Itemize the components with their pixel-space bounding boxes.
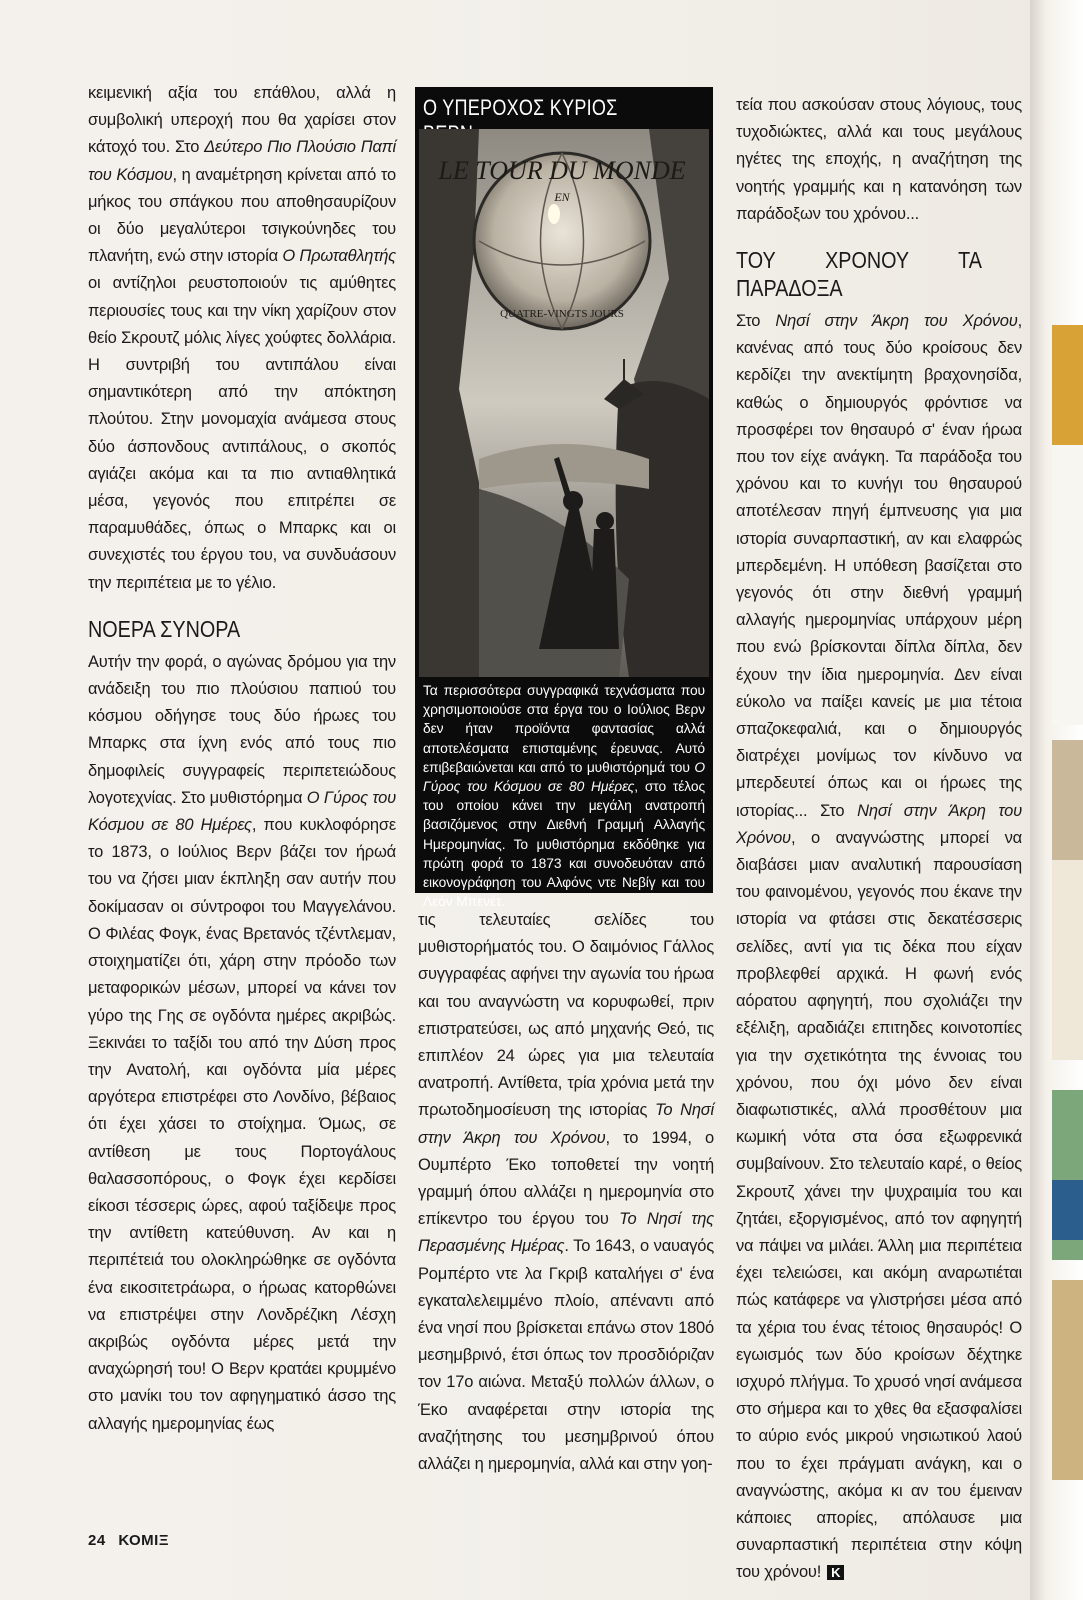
engraving-en-text: EN: [554, 190, 570, 204]
engraving-title-text: LE TOUR DU MONDE: [438, 156, 686, 185]
sidebar-title: Ο ΥΠΕΡΟΧΟΣ ΚΥΡΙΟΣ: [423, 95, 618, 120]
engraving-subtitle-text: QUATRE-VINGTS JOURS: [500, 308, 624, 320]
paragraph: τεία που ασκούσαν στους λόγιους, τους τυχοδιώκτες, αλλά και τους μεγάλους ηγέτες της εποχής, η αναζήτηση της νοητής γραμμής και η κατανόηση των παράδοξων του χρόνου...: [736, 96, 1022, 223]
paragraph: Στο Νησί στην Άκρη του Χρόνου, κανένας από τους δύο κροίσους δεν κερδίζει την ανεκτίμητη βραχονησίδα, καθώς ο δημιουργός φρόντισε να προσφέρει τον θησαυρό σ' έναν ήρωα που τον είχε ανάγκη. Τα παράδοξα του χρόνου και το κυνήγι του θησαυρού αποτέλεσαν πηγή έμπνευσης για μια ιστορία συναρπαστική, αν και ελαφρώς μπερδεμένη. Η υπόθεση βασίζεται στο γεγονός ότι στην διεθνή γραμμή αλλαγής ημερομηνίας υπάρχουν μέρη που ενώ βρίσκονται δίπλα δίπλα, δεν έχουν την ίδια ημερομηνία. Δεν είναι εύκολο να παίξει κανείς με μια τέτοια σπαζοκεφαλιά, και ο δημιουργός διατρέχει μονίμως τον κίνδυνο να μπερδευτεί όπως και οι ήρωες της ιστορίας... Στο Νησί στην Άκρη του Χρόνου, ο αναγνώστης μπορεί να διαβάσει μιαν αναλυτική παρουσίαση του φαινομένου, γεγονός που έκανε την ιστορία να φτάσει στις δεκατέσσερις σελίδες, αντί για τις δέκα που είχαν προβλεφθεί αρχικά. Η φωνή ενός αόρατου αφηγητή, που σχολιάζει την εξέλιξη, αραδιάζει επιτηδες κοινοτοπίες για την σχετικότητα της έννοιας του χρόνου, που όχι μόνο δεν είναι διαφωτιστικές, αλλά προσθέτουν μια κωμική νότα στα όσα εξωφρενικά συμβαίνουν. Στο τελευταίο καρέ, ο θείος Σκρουτζ χάνει την ψυχραιμία του και ζητάει, εξοργισμένος, από τον αφηγητή να πάψει να μιλάει. Άλλη μια περιπέτεια έχει τελειώσει, και ακόμη αναρωτιέται πώς κατάφερε να γλιστρήσει μέσα από τα χέρια του ένας τέτοιος θησαυρός! Ο εγωισμός των δύο κροίσων δέχτηκε ισχυρό πλήγμα. Το χρυσό νησί ανάμεσα στο σήμερα και το χθες θα εξασφαλίσει το αύριο ενός μικρού νησιωτικού λαού που το έχει πράγματι ανάγκη, και ο αναγνώστης, ακόμα κι αν του έμειναν κάποιες απορίες, απόλαυσε μια συναρπαστική περιπέτεια στην κόψη του χρόνου! K: [736, 312, 1022, 1582]
text-column-3: [736, 92, 1022, 1587]
section-heading: ΤΟΥ ΧΡΟΝΟΥ ΤΑ ΠΑΡΑΔΟΞΑ: [736, 247, 982, 302]
page-number: 24: [88, 1532, 106, 1549]
section-heading: ΝΟΕΡΑ ΣΥΝΟΡΑ: [88, 615, 241, 642]
paragraph: τις τελευταίες σελίδες του μυθιστορήματός του. Ο δαιμόνιος Γάλλος συγγραφέας αφήνει την αγωνία του ήρωα και του αναγνώστη να κορυφωθεί, πριν επιστρατεύσει, ως από μηχανής Θεό, τις επιπλέον 24 ώρες για μια τελευταία ανατροπή. Αντίθετα, τρία χρόνια μετά την πρωτοδημοσίευση της ιστορίας Το Νησί στην Άκρη του Χρόνου, το 1994, ο Ουμπέρτο Έκο τοποθετεί την νοητή γραμμή όπου αλλάζει η ημερομηνία στο επίκεντρο του έργου του Το Νησί της Περασμένης Ημέρας. Το 1643, ο ναυαγός Ρομπέρτο ντε λα Γκριβ καταλήγει σ' ένα εγκαταλελειμμένο πλοίο, απέναντι από ένα νησί που βρίσκεται επάνω στον 180ό μεσημβρινό, έτσι όπως τον προσδιόριζαν τον 17ο αιώνα. Μεταξύ πολλών άλλων, ο Έκο αναφέρεται στην ιστορία της αναζήτησης του μεσημβρινού όπου αλλάζει η ημερομηνία, αλλά και στην γοη-: [418, 911, 714, 1474]
text-column-1: [88, 80, 396, 1438]
text-column-2: [418, 907, 714, 1478]
page-footer: [88, 1532, 169, 1549]
sidebar-box: [415, 87, 713, 910]
verne-engraving-illustration: [419, 129, 709, 677]
paragraph: Αυτήν την φορά, ο αγώνας δρόμου για την ανάδειξη του πιο πλούσιου παπιού του κόσμου οδήγησε τους δύο ήρωες του Μπαρκς στα ίχνη ενός από τους πιο δημοφιλείς συγγραφείς περιπετειώδους λογοτεχνίας. Στο μυθιστόρημα Ο Γύρος του Κόσμου σε 80 Ημέρες, που κυκλοφόρησε το 1873, ο Ιούλιος Βερν βάζει τον ήρωά του να ζήσει μιαν έκπληξη σαν αυτήν που δοκίμασαν οι σύντροφοι του Μαγγελάνου. Ο Φιλέας Φογκ, ένας Βρετανός τζέντλεμαν, στοιχηματίζει ότι, χάρη στην πρόοδο των μεταφορικών μέσων, μπορεί να κάνει τον γύρο της Γης σε ογδόντα ημέρες ακριβώς. Ξεκινάει το ταξίδι του από την Δύση προς την Ανατολή, και ογδόντα μία μέρες αργότερα επιστρέφει στο Λονδίνο, βέβαιος ότι έχει χάσει το στοίχημα. Όμως, σε αντίθεση με τους Πορτογάλους θαλασσοπόρους, ο Φογκ έχει κερδίσει είκοσι τέσσερις ώρες, αφού ταξίδεψε προς την αντίθετη κατεύθυνση. Αν και η περιπέτειά του ολοκληρώθηκε σε ογδόντα ένα εικοσιτετράωρα, ο ήρωας κατορθώνει να επιστρέψει στην Λονδρέζικη Λέσχη ακριβώς ογδόντα μέρες μετά την αναχώρησή του! Ο Βερν κρατάει κρυμμένο στο μανίκι του τον αφηγηματικό άσσο της αλλαγής ημερομηνίας έως: [88, 652, 397, 1433]
sidebar-caption: Τα περισσότερα συγγραφικά τεχνάσματα που χρησιμοποιούσε στα έργα του ο Ιούλιος Βερν δεν ήταν προϊόντα φαντασίας αλλά αποτελέσματα επισταμένης έρευνας. Αυτό επιβεβαιώνεται και από το μυθιστόρημά του Ο Γύρος του Κόσμου σε 80 Ημέρες, στο τέλος του οποίου κάνει την μεγάλη ανατροπή βασιζόμενος στην Διεθνή Γραμμή Αλλαγής Ημερομηνίας. Το μυθιστόρημα εκδόθηκε για πρώτη φορά το 1873 και συνοδευόταν από εικονογράφηση του Αλφόνς ντε Νεβίγ και του Λεόν Μπενέτ.: [423, 683, 705, 910]
magazine-name: ΚΟΜΙΞ: [118, 1532, 169, 1549]
paragraph: κειμενική αξία του επάθλου, αλλά η συμβολική υπεροχή που θα χαρίσει στον κάτοχό του. Στο Δεύτερο Πιο Πλούσιο Παπί του Κόσμου, η αναμέτρηση κρίνεται από το μήκος του σπάγκου που αποθησαυρίζουν οι δύο μεγαλύτεροι τσιγκούνηδες του πλανήτη, ενώ στην ιστορία Ο Πρωταθλητής οι αντίζηλοι ρευστοποιούν τις αμύθητες περιουσίες τους και την νίκη χαρίζουν στον θείο Σκρουτζ μόλις λίγες χούφτες δολλάρια. Η συντριβή του αντιπάλου είναι σημαντικότερη από την απόκτηση πλούτου. Στην μονομαχία ανάμεσα στους δύο άσπονδους αντιπάλους, ο σκοπός αγιάζει ακόμα και τα πιο αντιαθλητικά μέσα, γεγονός που επιτρέπει σε παραμυθάδες, όπως ο Μπαρκς και οι συνεχιστές του έργου του, να συνδυάσουν την περιπέτεια με το γέλιο.: [88, 84, 396, 592]
next-page-edge: [1030, 0, 1083, 1600]
end-mark: K: [827, 1565, 844, 1580]
